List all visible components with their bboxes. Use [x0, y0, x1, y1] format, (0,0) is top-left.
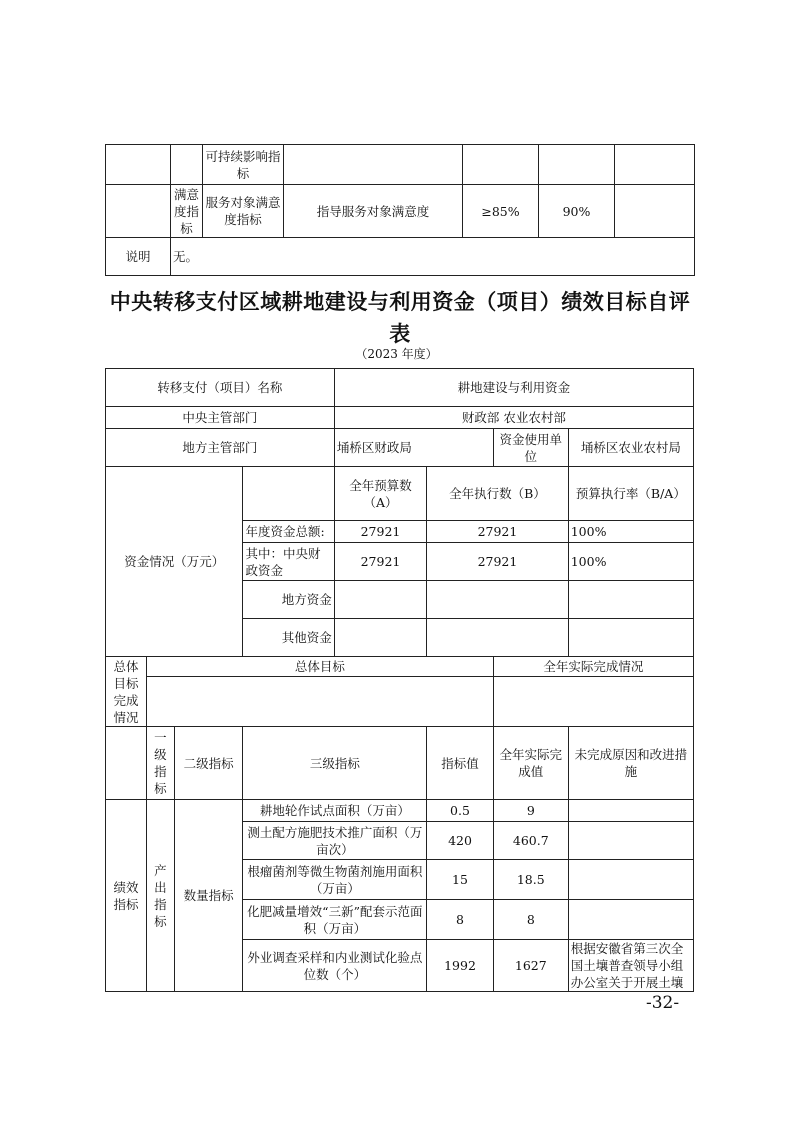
page-number: -32- [646, 993, 680, 1013]
indicator-reason [568, 822, 693, 860]
blank-cell [171, 145, 203, 185]
ind-l3-header: 三级指标 [243, 727, 427, 800]
performance-self-evaluation-table [105, 368, 694, 992]
funds-row-budget [334, 619, 426, 657]
ind-l2-header: 二级指标 [174, 727, 243, 800]
central-dept-label: 中央主管部门 [106, 407, 335, 429]
indicator-name: 耕地轮作试点面积（万亩） [243, 800, 427, 822]
funds-label: 资金情况（万元） [106, 467, 243, 657]
funds-row-executed [427, 619, 569, 657]
blank-cell [106, 145, 171, 185]
overall-target-header: 总体目标 [147, 657, 494, 677]
funds-row-rate [568, 619, 693, 657]
overall-goal-label: 总体目标完成情况 [106, 657, 147, 727]
indicator-reason: 根据安徽省第三次全国土壤普查领导小组办公室关于开展土壤 [568, 940, 693, 992]
indicator-actual: 1627 [493, 940, 568, 992]
overall-target-value [147, 677, 494, 727]
indicator-target: 1992 [427, 940, 494, 992]
performance-indicator-label: 绩效指标 [106, 800, 147, 992]
satisfaction-actual: 90% [539, 185, 615, 238]
notes-value: 无。 [171, 238, 695, 276]
indicator-name: 化肥减量增效“三新”配套示范面积（万亩） [243, 900, 427, 940]
ind-target-header: 指标值 [427, 727, 494, 800]
funds-row-executed: 27921 [427, 521, 569, 543]
local-dept-value: 埇桥区财政局 [334, 429, 493, 467]
using-unit-value: 埇桥区农业农村局 [568, 429, 693, 467]
funds-row-budget: 27921 [334, 521, 426, 543]
indicator-target: 0.5 [427, 800, 494, 822]
indicator-target: 15 [427, 860, 494, 900]
satisfaction-target: ≥85% [463, 185, 539, 238]
local-dept-label: 地方主管部门 [106, 429, 335, 467]
funds-row-label: 其他资金 [243, 619, 334, 657]
funds-row-budget [334, 581, 426, 619]
program-name-label: 转移支付（项目）名称 [106, 369, 335, 407]
indicator-name: 根瘤菌剂等微生物菌剂施用面积（万亩） [243, 860, 427, 900]
satisfaction-l2-label: 服务对象满意度指标 [203, 185, 284, 238]
indicator-target: 8 [427, 900, 494, 940]
page-title: 中央转移支付区域耕地建设与利用资金（项目）绩效目标自评表 [109, 290, 691, 346]
ind-reason-header: 未完成原因和改进措施 [568, 727, 693, 800]
notes-label: 说明 [106, 238, 171, 276]
funds-row-rate: 100% [568, 543, 693, 581]
satisfaction-l3-label: 指导服务对象满意度 [284, 185, 463, 238]
indicator-target: 420 [427, 822, 494, 860]
indicator-name: 测土配方施肥技术推广面积（万亩次） [243, 822, 427, 860]
budget-header: 全年预算数（A） [334, 467, 426, 521]
funds-row-executed [427, 581, 569, 619]
funds-row-label: 地方资金 [243, 581, 334, 619]
indicator-reason [568, 900, 693, 940]
indicator-actual: 9 [493, 800, 568, 822]
funds-row-budget: 27921 [334, 543, 426, 581]
central-dept-value: 财政部 农业农村部 [334, 407, 693, 429]
indicator-actual: 8 [493, 900, 568, 940]
satisfaction-l1-label: 满意度指标 [171, 185, 203, 238]
funds-row-label: 其中：中央财政资金 [243, 543, 334, 581]
indicator-name: 外业调查采样和内业测试化验点位数（个） [243, 940, 427, 992]
rate-header: 预算执行率（B/A） [568, 467, 693, 521]
previous-indicators-table [105, 144, 695, 276]
overall-actual-header: 全年实际完成情况 [493, 657, 693, 677]
indicator-reason [568, 860, 693, 900]
using-unit-label: 资金使用单位 [493, 429, 568, 467]
overall-actual-value [493, 677, 693, 727]
sustainability-indicator-label: 可持续影响指标 [203, 145, 284, 185]
program-name-value: 耕地建设与利用资金 [334, 369, 693, 407]
indicator-reason [568, 800, 693, 822]
ind-actual-header: 全年实际完成值 [493, 727, 568, 800]
output-indicator-label: 产出指标 [147, 800, 175, 992]
funds-row-executed: 27921 [427, 543, 569, 581]
executed-header: 全年执行数（B） [427, 467, 569, 521]
quantity-indicator-label: 数量指标 [174, 800, 243, 992]
ind-l1-header: 一级指标 [147, 727, 175, 800]
indicator-actual: 460.7 [493, 822, 568, 860]
funds-row-rate: 100% [568, 521, 693, 543]
indicator-actual: 18.5 [493, 860, 568, 900]
page-subtitle: （2023 年度） [355, 347, 438, 361]
funds-row-rate [568, 581, 693, 619]
funds-row-label: 年度资金总额: [243, 521, 334, 543]
